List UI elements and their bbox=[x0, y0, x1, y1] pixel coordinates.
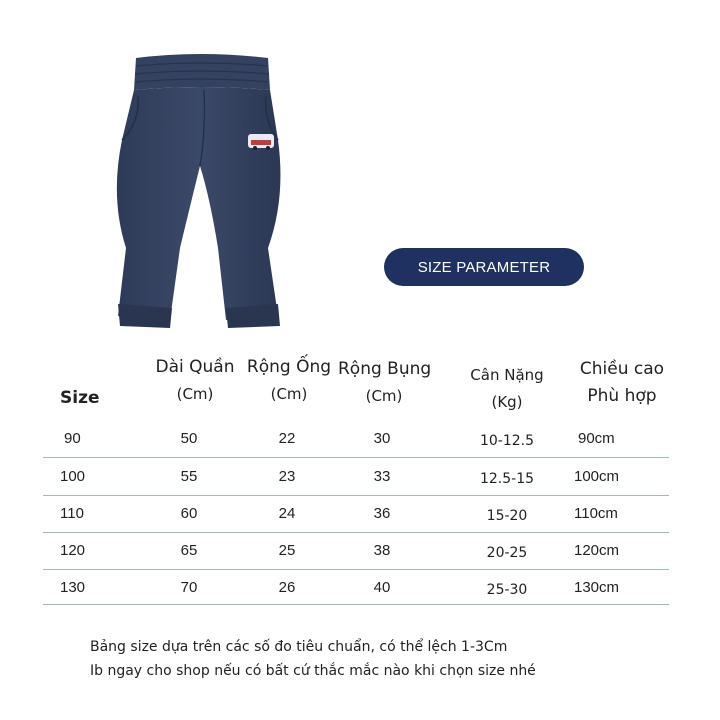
table-row bbox=[0, 424, 720, 454]
cell-weight: 25-30 bbox=[486, 582, 528, 598]
header-leg-width: Rộng Ống (Cm) bbox=[246, 357, 332, 403]
cell-leg: 22 bbox=[278, 430, 296, 447]
cell-waist: 36 bbox=[373, 505, 391, 522]
row-divider bbox=[43, 569, 669, 570]
header-height: Chiều cao Phù hợp bbox=[579, 359, 665, 406]
cell-waist: 33 bbox=[373, 468, 391, 485]
table-row bbox=[0, 573, 720, 603]
header-waist: Rộng Bụng (Cm) bbox=[338, 359, 432, 405]
cell-size: 130 bbox=[60, 579, 86, 596]
pants-product-image bbox=[100, 48, 300, 338]
cell-length: 60 bbox=[180, 505, 198, 522]
size-parameter-badge: SIZE PARAMETER bbox=[384, 248, 584, 286]
cell-height: 130cm bbox=[574, 579, 620, 596]
row-divider bbox=[43, 604, 669, 605]
cell-waist: 40 bbox=[373, 579, 391, 596]
cell-weight: 12.5-15 bbox=[479, 471, 535, 487]
cell-leg: 26 bbox=[278, 579, 296, 596]
cell-leg: 24 bbox=[278, 505, 296, 522]
cell-length: 55 bbox=[180, 468, 198, 485]
cell-size: 100 bbox=[60, 468, 86, 485]
car-patch-icon bbox=[248, 134, 274, 150]
cell-leg: 25 bbox=[278, 542, 296, 559]
header-length: Dài Quần (Cm) bbox=[155, 357, 235, 403]
cell-length: 50 bbox=[180, 430, 198, 447]
table-row bbox=[0, 536, 720, 566]
cell-waist: 38 bbox=[373, 542, 391, 559]
cell-weight: 20-25 bbox=[486, 545, 528, 561]
cell-weight: 10-12.5 bbox=[479, 433, 535, 449]
row-divider bbox=[43, 495, 669, 496]
row-divider bbox=[43, 457, 669, 458]
cell-height: 110cm bbox=[574, 505, 618, 522]
table-row bbox=[0, 499, 720, 529]
cell-length: 65 bbox=[180, 542, 198, 559]
cell-height: 100cm bbox=[574, 468, 620, 485]
note-contact-shop: Ib ngay cho shop nếu có bất cứ thắc mắc nào khi chọn size nhé bbox=[90, 663, 536, 679]
cell-waist: 30 bbox=[373, 430, 391, 447]
cell-length: 70 bbox=[180, 579, 198, 596]
note-standard-measurements: Bảng size dựa trên các số đo tiêu chuẩn, có thể lệch 1-3Cm bbox=[90, 639, 508, 655]
cell-weight: 15-20 bbox=[486, 508, 528, 524]
cell-leg: 23 bbox=[278, 468, 296, 485]
header-size: Size bbox=[60, 388, 100, 408]
cell-height: 90cm bbox=[578, 430, 615, 447]
cell-size: 110 bbox=[60, 505, 84, 522]
row-divider bbox=[43, 532, 669, 533]
cell-size: 120 bbox=[60, 542, 86, 559]
header-weight: Cân Nặng (Kg) bbox=[470, 366, 544, 411]
cell-size: 90 bbox=[64, 430, 81, 447]
cell-height: 120cm bbox=[574, 542, 620, 559]
table-row bbox=[0, 462, 720, 492]
